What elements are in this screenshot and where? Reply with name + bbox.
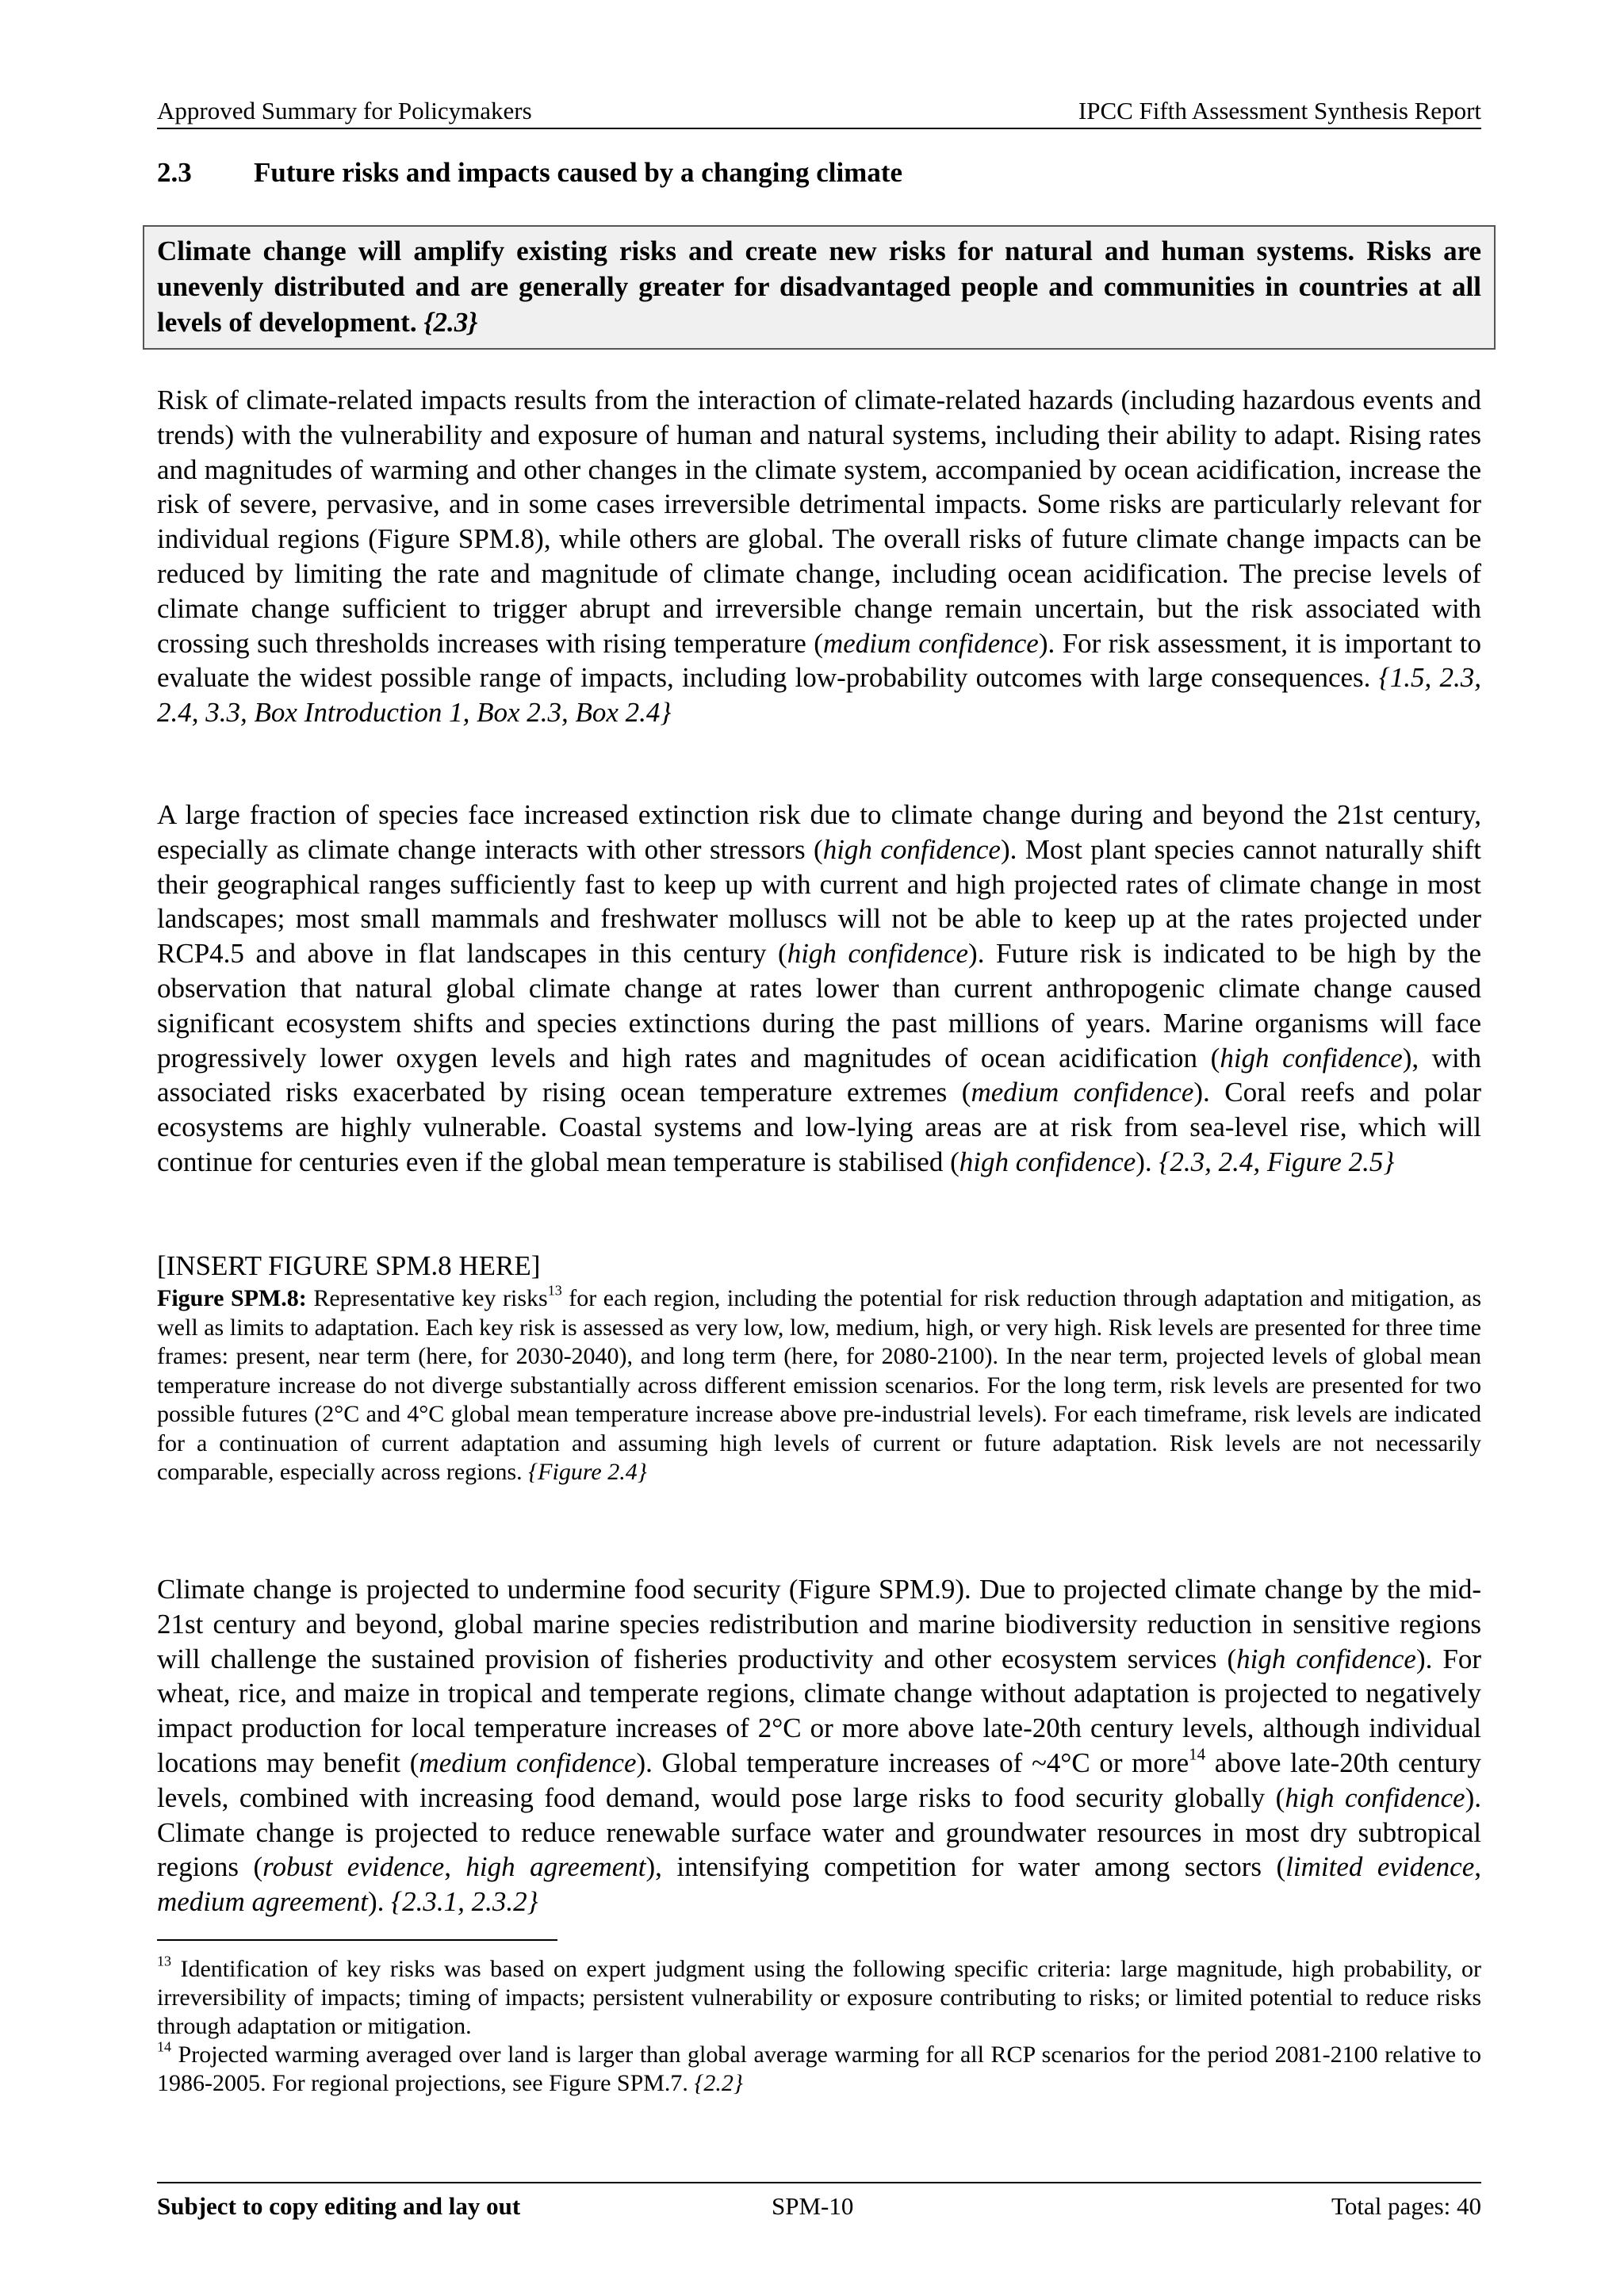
text-run: , bbox=[444, 1851, 466, 1883]
text-run: ). bbox=[368, 1886, 392, 1918]
header-left: Approved Summary for Policymakers bbox=[157, 97, 532, 124]
total-pages: Total pages: 40 bbox=[1331, 2192, 1481, 2220]
footer-left: Subject to copy editing and lay out bbox=[157, 2192, 521, 2220]
chapter-reference: {Figure 2.4} bbox=[528, 1459, 647, 1485]
key-message-ref: {2.3} bbox=[423, 307, 478, 338]
key-message-text: Climate change will amplify existing risks and create new risks for natural and human systems. Risks are unevenly distributed and are generally greater for disadvantaged people and communities in countries at all levels of development. bbox=[157, 235, 1481, 338]
chapter-reference: {1.5, 2.3, 2.4, 3.3, Box Introduction 1, Box 2.3, Box 2.4} bbox=[157, 662, 1482, 729]
text-run: ). For wheat, rice, and maize in tropical and temperate regions, climate change without adaptation is projected to negatively impact production for local temperature increases of 2°C or more above late-20th century levels, although individual locations may benefit ( bbox=[157, 1643, 1481, 1778]
figure-caption bbox=[157, 1284, 1481, 1487]
section-heading bbox=[157, 155, 1481, 190]
confidence-term: medium confidence bbox=[419, 1747, 637, 1778]
text-run: , bbox=[1474, 1851, 1481, 1883]
text-run: Climate change is projected to undermine food security (Figure SPM.9). Due to projected climate change by the mid-21st century and beyond, global marine species redistribution and marine biodiversity reduction in sensitive regions will challenge the sustained provision of fisheries productivity and other ecosystem services ( bbox=[157, 1574, 1481, 1674]
text-run: ). Most plant species cannot naturally shift their geographical ranges sufficiently fast to keep up with current and high projected rates of climate change in most landscapes; most small mammals and freshwater molluscs will not be able to keep up at the rates projected under RCP4.5 and above in flat landscapes in this century ( bbox=[157, 833, 1482, 970]
text-run: Representative key risks bbox=[306, 1285, 548, 1311]
text-run: Risk of climate-related impacts results from the interaction of climate-related hazards (including hazardous events and trends) with the vulnerability and exposure of human and natural systems, including their ability to adapt. Rising rates and magnitudes of warming and other changes in the climate system, accompanied by ocean acidification, increase the risk of severe, pervasive, and in some cases irreversible detrimental impacts. Some risks are particularly relevant for individual regions (Figure SPM.8), while others are global. The overall risks of future climate change impacts can be reduced by limiting the rate and magnitude of climate change, including ocean acidification. The precise levels of climate change sufficient to trigger abrupt and irreversible change remain uncertain, but the risk associated with crossing such thresholds increases with rising temperature ( bbox=[157, 385, 1481, 659]
paragraph-food-security bbox=[157, 1572, 1481, 1919]
key-message-box bbox=[143, 225, 1496, 350]
text-run: above late-20th century levels, combined with increasing food demand, would pose large risks to food security globally ( bbox=[157, 1747, 1482, 1813]
section-number: 2.3 bbox=[157, 157, 192, 188]
text-run: ), with associated risks exacerbated by rising ocean temperature extremes ( bbox=[157, 1042, 1481, 1108]
footnote-text: Projected warming averaged over land is larger than global average warming for all RCP scenarios for the period 2081-2100 relative to 1986-2005. For regional projections, see Figure SPM.7. bbox=[157, 2042, 1481, 2096]
footnote-14 bbox=[157, 2038, 1481, 2098]
page-number: SPM-10 bbox=[772, 2192, 854, 2220]
paragraph-species-extinction bbox=[157, 798, 1481, 1180]
footnote-number: 13 bbox=[157, 1953, 171, 1969]
text-run: ). For risk assessment, it is important to evaluate the widest possible range of impacts, including low-probability outcomes with large consequences. bbox=[157, 627, 1481, 694]
header-right: IPCC Fifth Assessment Synthesis Report bbox=[1078, 97, 1481, 124]
evidence-term: robust evidence bbox=[262, 1851, 445, 1883]
confidence-term: high confidence bbox=[787, 938, 969, 970]
evidence-term: limited evidence bbox=[1285, 1851, 1475, 1883]
chapter-reference: {2.3.1, 2.3.2} bbox=[391, 1886, 538, 1918]
text-run: A large fraction of species face increased extinction risk due to climate change during and beyond the 21st century, especially as climate change interacts with other stressors ( bbox=[157, 799, 1481, 865]
footnote-separator bbox=[157, 1939, 557, 1941]
section-title: Future risks and impacts caused by a changing climate bbox=[254, 157, 903, 188]
footnote-13 bbox=[157, 1955, 1481, 2041]
agreement-term: medium agreement bbox=[157, 1886, 368, 1918]
text-run: ). Future risk is indicated to be high by the observation that natural global climate change at rates lower than current anthropogenic climate change caused significant ecosystem shifts and species extinctions during the past millions of years. Marine organisms will face progressively lower oxygen levels and high rates and magnitudes of ocean acidification ( bbox=[157, 938, 1482, 1073]
footnote-marker: 14 bbox=[1189, 1744, 1206, 1764]
footnote-number: 14 bbox=[157, 2038, 171, 2055]
text-run: for each region, including the potential for risk reduction through adaptation and mitigation, as well as limits to adaptation. Each key risk is assessed as very low, low, medium, high, or very high. Risk levels are presented for three time frames: present, near term (here, for 2030-2040), and long term (here, for 2080-2100). In the near term, projected levels of global mean temperature increase do not diverge substantially across different emission scenarios. For the long term, risk levels are presented for two possible futures (2°C and 4°C global mean temperature increase above pre-industrial levels). For each timeframe, risk levels are indicated for a continuation of current adaptation and assuming high levels of current or future adaptation. Risk levels are not necessarily comparable, especially across regions. bbox=[157, 1285, 1482, 1485]
text-run: ). Climate change is projected to reduce renewable surface water and groundwater resources in most dry subtropical regions ( bbox=[157, 1781, 1481, 1883]
caption-label: Figure SPM.8: bbox=[157, 1285, 307, 1311]
running-header bbox=[157, 97, 1481, 129]
text-run: ). bbox=[1136, 1146, 1159, 1177]
confidence-term: medium confidence bbox=[822, 627, 1039, 659]
confidence-term: high confidence bbox=[1220, 1042, 1403, 1073]
confidence-term: high confidence bbox=[1236, 1643, 1416, 1674]
text-run: ). Global temperature increases of ~4°C or more bbox=[636, 1747, 1189, 1778]
confidence-term: high confidence bbox=[822, 833, 1001, 865]
footnote-marker: 13 bbox=[547, 1282, 562, 1299]
confidence-term: medium confidence bbox=[971, 1077, 1194, 1108]
figure-placeholder: [INSERT FIGURE SPM.8 HERE] bbox=[157, 1250, 541, 1281]
confidence-term: high confidence bbox=[959, 1146, 1136, 1177]
text-run: ). Coral reefs and polar ecosystems are highly vulnerable. Coastal systems and low-lying areas are at risk from sea-level rise, which will continue for centuries even if the global mean temperature is stabilised ( bbox=[157, 1077, 1481, 1177]
running-footer bbox=[157, 2182, 1481, 2223]
document-page bbox=[157, 0, 1481, 2296]
footnote-text: Identification of key risks was based on expert judgment using the following specific criteria: large magnitude, high probability, or irreversibility of impacts; timing of impacts; persistent vulnerability or exposure contributing to risks; or limited potential to reduce risks through adaptation or mitigation. bbox=[157, 1956, 1481, 2039]
agreement-term: high agreement bbox=[465, 1851, 646, 1883]
paragraph-risk-of-impacts bbox=[157, 383, 1481, 730]
confidence-term: high confidence bbox=[1285, 1781, 1465, 1813]
chapter-reference: {2.3, 2.4, Figure 2.5} bbox=[1159, 1146, 1395, 1177]
text-run: ), intensifying competition for water among sectors ( bbox=[645, 1851, 1286, 1883]
chapter-reference: {2.2} bbox=[694, 2070, 743, 2096]
